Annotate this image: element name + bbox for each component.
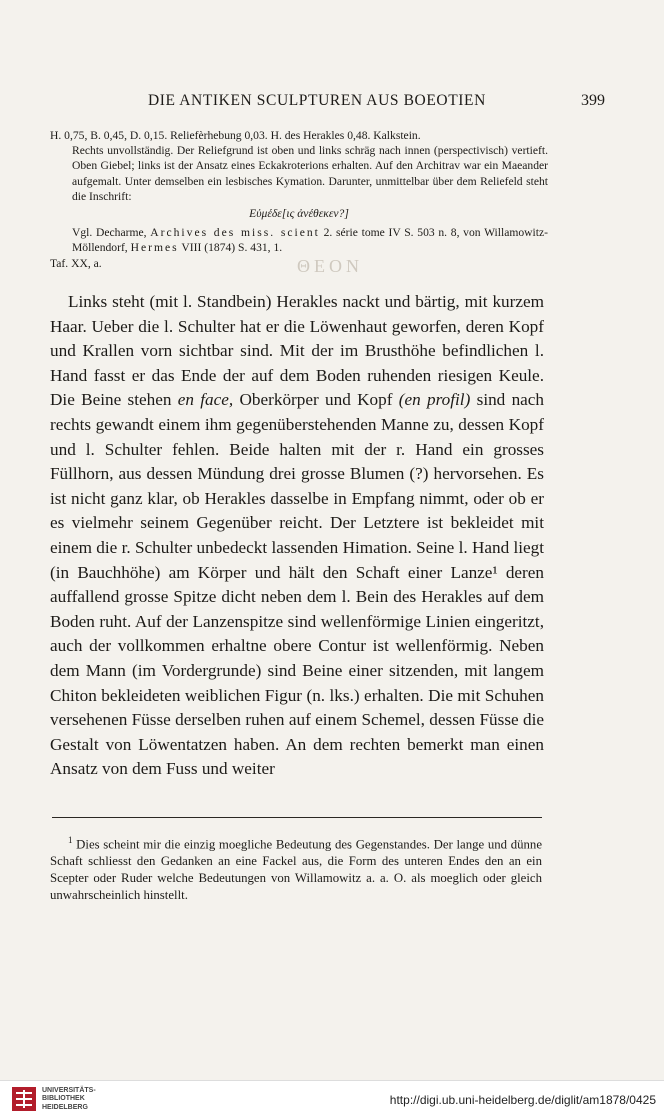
- reference-hermes: Hermes: [130, 241, 179, 255]
- bleed-through-text: ΘΕΟΝ: [297, 256, 363, 276]
- library-line-2: BIBLIOTHEK: [42, 1095, 85, 1103]
- digital-library-footer: [0, 1080, 664, 1118]
- footnote-text: [50, 832, 542, 904]
- footnote: [50, 832, 542, 904]
- footnote-mark: 1: [68, 835, 73, 845]
- paragraph-part-1: Links steht (mit l. Standbein) Herakles nackt und bärtig, mit kurzem Haar. Ueber die l. Schulter hat er die Löwenhaut geworfen, deren Kopf und Krallen vorn sichtbar sind. Mit der im Brusthöhe befindlichen l. Hand fasst er das Ende der auf dem Boden ruhenden riesigen Keule. Die Beine stehen: [50, 292, 544, 410]
- paragraph-part-2: Oberkörper und Kopf: [239, 390, 393, 410]
- library-line-1: UNIVERSITÄTS-: [42, 1087, 96, 1094]
- running-title: DIE ANTIKEN SCULPTUREN AUS BOEOTIEN: [148, 92, 486, 109]
- footnote-body: Dies scheint mir die einzig moegliche Bedeutung des Gegenstandes. Der lange und dünne Schaft schliesst den Gedanken an eine Fackel aus, die Form des unteren Endes den an ein Scepter oder Ruder welche Bedeutungen von Willamowitz a. a. O. als moeglich oder gleich unwahrscheinlich hinstellt.: [50, 837, 542, 903]
- source-url-link[interactable]: http://digi.ub.uni-heidelberg.de/diglit/am1878/0425: [389, 1093, 656, 1107]
- description-line: Rechts unvollständig. Der Reliefgrund ist oben und links schräg nach innen (perspectivisch) vertieft. Oben Giebel; links ist der Ansatz eines Eckakroterions erhalten. Auf den Architrav war ein Maeander aufgemalt. Unter demselben ein lesbisches Kymation. Darunter, unmittelbar über dem Reliefeld steht die Inschrift:: [72, 144, 548, 203]
- university-library-logo-icon: [12, 1087, 36, 1111]
- inscription: Εὐμέδε[ις ἀνέθεκεν?]: [249, 207, 349, 221]
- page-number: 399: [581, 92, 605, 109]
- dimensions-line: H. 0,75, B. 0,45, D. 0,15. Reliefèrhebung 0,03. H. des Herakles 0,48. Kalkstein.: [50, 129, 421, 142]
- paragraph: [50, 290, 544, 782]
- catalogue-metadata: [50, 128, 548, 271]
- running-head: [60, 92, 605, 114]
- library-line-3: HEIDELBERG: [42, 1103, 88, 1111]
- reference-end: VIII (1874) S. 431, 1.: [181, 241, 283, 255]
- reference: [50, 225, 548, 255]
- reference-prefix: Vgl. Decharme,: [72, 226, 147, 240]
- plate-ref: Taf. XX, a.: [50, 256, 102, 270]
- main-text: [50, 290, 544, 782]
- reference-archives: Archives des miss. scient: [150, 226, 320, 240]
- reference-middle: 2. série tome IV S. 503 n. 8, von Willamowitz-Möllendorf,: [72, 226, 548, 255]
- paragraph-part-3: sind nach rechts gewandt einem ihm gegenüberstehenden Manne zu, dessen Kopf und l. Schulter fehlen. Beide halten mit der r. Hand ein grosses Füllhorn, aus dessen Mündung drei grosse Blumen (?) hervorsehen. Es ist nicht ganz klar, ob Herakles dasselbe in Empfang nimmt, oder ob er es vielmehr seinem Gegenüber reicht. Der Letztere ist bekleidet mit einem die r. Schulter unbedeckt lassenden Himation. Seine l. Hand liegt (in Bauchhöhe) am Körper und hält den Schaft einer Lanze¹ deren auffallend grosse Spitze dicht neben dem l. Bein des Herakles auf dem Boden ruht. Auf der Lanzenspitze sind wellenförmige Linien eingeritzt, auch der vollkommen erhaltne obere Contur ist wellenförmig. Neben dem Mann (im Vordergrunde) sind Beine einer sitzenden, mit langem Chiton bekleideten weiblichen Figur (n. lks.) erhalten. Die mit Schuhen versehenen Füsse derselben ruhen auf einem Schemel, dessen Füsse die Gestalt von Löwentatzen haben. An dem rechten bemerkt man einen Ansatz von dem Fuss und weiter: [50, 390, 545, 779]
- library-name: [42, 1087, 96, 1112]
- footnote-rule: [52, 817, 542, 818]
- italic-en-profil: (en profil): [398, 390, 471, 410]
- italic-en-face: en face,: [177, 390, 234, 410]
